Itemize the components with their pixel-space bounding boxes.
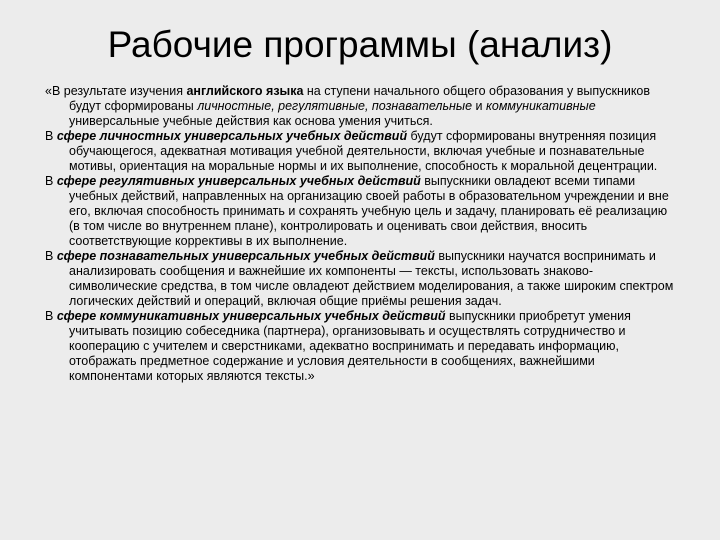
text-run-bold-italic: сфере познавательных универсальных учебных действий [56,249,435,263]
text-run-italic: личностные, регулятивные, познавательные [197,99,473,113]
paragraph-communicative [45,309,681,384]
paragraph-intro [45,84,681,129]
text-run: В [45,309,57,323]
paragraph-personal [45,129,681,174]
text-run: на ступени начального общего образования у выпускников будут сформированы [69,84,651,113]
text-run: универсальные учебные действия как основа умения учиться. [69,114,433,128]
slide-title: Рабочие программы (анализ) [107,24,613,65]
paragraph-regulatory [45,174,681,249]
text-run: В [45,249,57,263]
text-run-bold-italic: сфере коммуникативных универсальных учебных действий [56,309,446,323]
text-run: будут сформированы внутренняя позиция обучающегося, адекватная мотивация учебной деятельности, включая учебные и познавательные мотивы, ориентация на моральные нормы и их выполнение, способность к моральной децентрации. [69,129,658,173]
text-run-italic: коммуникативные [485,99,596,113]
text-run: и [472,99,486,113]
text-run-bold-italic: сфере регулятивных универсальных учебных действий [56,174,421,188]
text-run: выпускники приобретут умения учитывать позицию собеседника (партнера), организовывать и осуществлять сотрудничество и кооперацию с учителем и сверстниками, адекватно воспринимать и передавать информацию, отображать предметное содержание и условия деятельности в сообщениях, важнейшими компонентами которых являются тексты.» [69,309,631,383]
text-run: В [45,174,57,188]
paragraph-cognitive [45,249,681,309]
slide-body [45,84,681,384]
text-run-bold-italic: сфере личностных универсальных учебных действий [56,129,408,143]
text-run: В [45,129,57,143]
text-run: «В результате изучения [45,84,187,98]
text-run-bold: английского языка [186,84,304,98]
text-run: выпускники овладеют всеми типами учебных действий, направленных на организацию своей работы в образовательном учреждении и вне его, включая способность принимать и сохранять учебную цель и задачу, планировать её реализацию (в том числе во внутреннем плане), контролировать и оценивать свои действия, вносить соответствующие коррективы в их выполнение. [69,174,669,248]
text-run: выпускники научатся воспринимать и анализировать сообщения и важнейшие их компоненты — тексты, использовать знаково-символические средства, в том числе овладеют действием моделирования, а также широким спектром логических действий и операций, включая общие приёмы решения задач. [69,249,674,308]
